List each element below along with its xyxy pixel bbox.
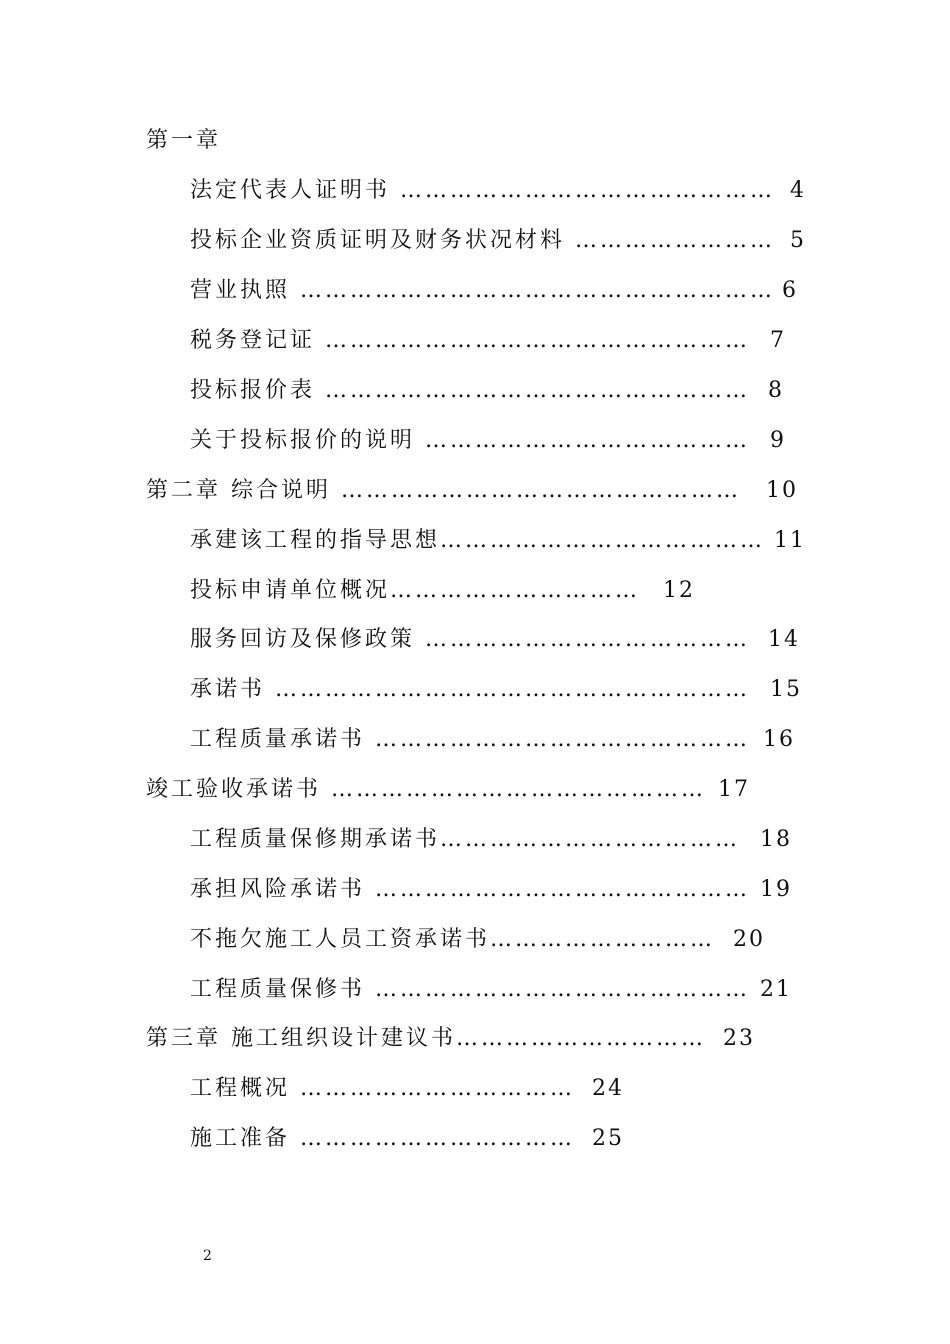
toc-entry: 工程质量保修期承诺书……………………………… <box>190 827 741 852</box>
toc-page: 5 <box>790 228 806 253</box>
toc-chapter-3: 第三章 施工组织设计建议书………………………… <box>146 1026 706 1051</box>
toc-page: 7 <box>770 328 786 353</box>
toc-entry: 施工准备 …………………………… <box>190 1126 575 1151</box>
toc-entry: 不拖欠施工人员工资承诺书……………………… <box>190 927 716 952</box>
toc-entry: 承诺书 ………………………………………………… <box>190 677 750 702</box>
toc-page: 25 <box>592 1126 624 1151</box>
toc-chapter-1: 第一章 <box>146 128 222 153</box>
toc-chapter-2: 第二章 综合说明 ………………………………………… <box>146 478 741 503</box>
toc-entry: 营业执照 ………………………………………………… <box>190 278 775 303</box>
toc-entry: 竣工验收承诺书 ……………………………………… <box>146 777 706 802</box>
toc-entry: 承担风险承诺书 ……………………………………… <box>190 877 750 902</box>
toc-page: 17 <box>718 777 750 802</box>
toc-page: 12 <box>663 578 695 603</box>
page-number: 2 <box>203 1248 212 1264</box>
toc-page: 14 <box>768 627 800 652</box>
toc-entry: 法定代表人证明书 ……………………………………… <box>190 178 775 203</box>
toc-page: 11 <box>774 528 806 553</box>
toc-entry: 投标企业资质证明及财务状况材料 …………………… <box>190 228 775 253</box>
toc-entry: 工程概况 …………………………… <box>190 1076 575 1101</box>
toc-page: 10 <box>766 478 798 503</box>
toc-entry: 税务登记证 …………………………………………… <box>190 328 750 353</box>
toc-page: 8 <box>768 378 784 403</box>
toc-page: 19 <box>760 877 792 902</box>
toc-entry: 工程质量承诺书 ……………………………………… <box>190 727 750 752</box>
toc-entry: 投标申请单位概况………………………… <box>190 578 641 603</box>
toc-page: 9 <box>770 428 786 453</box>
toc-page: 23 <box>723 1026 755 1051</box>
toc-page: 6 <box>782 278 798 303</box>
toc-entry: 投标报价表 …………………………………………… <box>190 378 750 403</box>
toc-entry: 工程质量保修书 ……………………………………… <box>190 977 750 1002</box>
toc-page: 18 <box>760 827 792 852</box>
toc-page: 24 <box>592 1076 624 1101</box>
toc-entry: 服务回访及保修政策 ………………………………… <box>190 627 750 652</box>
toc-page: 21 <box>760 977 792 1002</box>
toc-page: 15 <box>770 677 802 702</box>
toc-entry: 承建该工程的指导思想………………………………… <box>190 528 766 553</box>
toc-page: 20 <box>733 927 765 952</box>
toc-page: 16 <box>763 727 795 752</box>
toc-page: 4 <box>790 178 806 203</box>
toc-entry: 关于投标报价的说明 ………………………………… <box>190 428 750 453</box>
